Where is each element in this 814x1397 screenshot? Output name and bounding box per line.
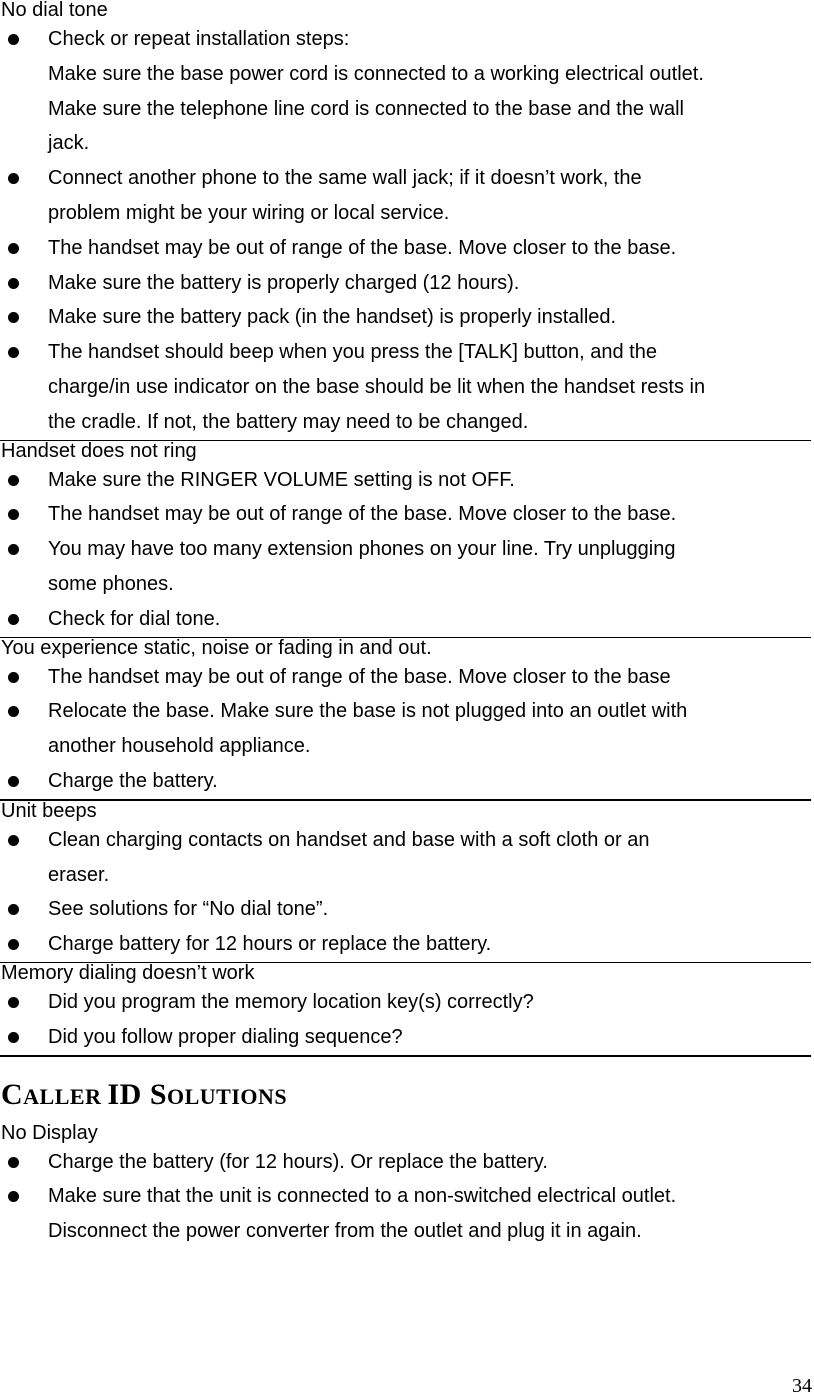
bullet-text-line: eraser.: [48, 863, 110, 886]
bullet-text-line: Check for dial tone.: [48, 607, 221, 630]
bullet-icon: [8, 312, 19, 323]
caller-id-sections: [0, 1121, 814, 1249]
bullet-icon: [8, 997, 19, 1008]
bullet-icon: [8, 173, 19, 184]
section-heading: Unit beeps: [1, 799, 97, 822]
section-heading: You experience static, noise or fading in and out.: [1, 636, 432, 659]
bullet-item: [0, 1145, 814, 1180]
bullet-item: [0, 660, 814, 695]
bullet-text-line: The handset may be out of range of the base. Move closer to the base.: [48, 236, 677, 259]
bullet-icon: [8, 904, 19, 915]
bullet-item: [0, 892, 814, 927]
bullet-text-line: Charge battery for 12 hours or replace the battery.: [48, 933, 492, 956]
bullet-icon: [8, 939, 19, 950]
bullet-item: [0, 1020, 814, 1055]
bullet-text-line: problem might be your wiring or local service.: [48, 201, 450, 224]
bullet-text-line: The handset may be out of range of the base. Move closer to the base.: [48, 503, 677, 526]
bullet-icon: [8, 347, 19, 358]
bullet-text-line: some phones.: [48, 572, 174, 595]
bullet-text-line: You may have too many extension phones on your line. Try unplugging: [48, 538, 676, 561]
bullet-text-line: The handset may be out of range of the base. Move closer to the base: [48, 665, 671, 688]
page-number: 34: [792, 1375, 812, 1397]
bullet-icon: [8, 544, 19, 555]
bullet-item: [0, 602, 814, 637]
bullet-icon: [8, 278, 19, 289]
troubleshooting-section: [0, 636, 814, 801]
bullet-item: [0, 22, 814, 161]
troubleshooting-section: [0, 961, 814, 1057]
bullet-item: [0, 300, 814, 335]
bullet-item: [0, 231, 814, 266]
bullet-text-line: Check or repeat installation steps:: [48, 28, 350, 50]
caller-id-solutions-title: CALLER ID SOLUTIONS: [1, 1077, 288, 1111]
troubleshooting-section: [0, 439, 814, 638]
section-heading: No Display: [1, 1121, 98, 1144]
section-heading: No dial tone: [1, 0, 108, 21]
bullet-text-line: See solutions for “No dial tone”.: [48, 898, 329, 921]
bullet-text-line: Make sure the telephone line cord is connected to the base and the wall: [48, 97, 684, 120]
bullet-icon: [8, 243, 19, 254]
bullet-icon: [8, 614, 19, 625]
troubleshooting-section: [0, 799, 814, 963]
bullet-icon: [8, 34, 19, 45]
troubleshooting-section: [0, 1121, 814, 1249]
troubleshooting-section: [0, 0, 814, 441]
bullet-text-line: another household appliance.: [48, 735, 311, 758]
bullet-text-line: Did you program the memory location key(s) correctly?: [48, 990, 534, 1013]
bullet-text-line: Disconnect the power converter from the outlet and plug it in again.: [48, 1220, 642, 1243]
bullet-item: [0, 823, 814, 893]
section-heading: Memory dialing doesn’t work: [1, 961, 255, 984]
bullet-text-line: Connect another phone to the same wall jack; if it doesn’t work, the: [48, 167, 642, 190]
bullet-text-line: the cradle. If not, the battery may need to be changed.: [48, 410, 529, 433]
bullet-text-line: Make sure that the unit is connected to a non-switched electrical outlet.: [48, 1185, 677, 1208]
bullet-item: [0, 266, 814, 301]
bullet-text-line: Make sure the battery is properly charged (12 hours).: [48, 271, 520, 294]
bullet-text-line: Clean charging contacts on handset and base with a soft cloth or an: [48, 828, 650, 851]
bullet-item: [0, 161, 814, 231]
bullet-icon: [8, 475, 19, 486]
bullet-icon: [8, 1191, 19, 1202]
bullet-text-line: Charge the battery (for 12 hours). Or replace the battery.: [48, 1150, 548, 1173]
bullet-item: [0, 497, 814, 532]
bullet-item: [0, 463, 814, 498]
bullet-item: [0, 985, 814, 1020]
bullet-item: [0, 764, 814, 799]
bullet-text-line: The handset should beep when you press the [TALK] button, and the: [48, 341, 657, 364]
bullet-icon: [8, 1157, 19, 1168]
section-heading: Handset does not ring: [1, 439, 197, 462]
bullet-item: [0, 1179, 814, 1249]
bullet-text-line: Relocate the base. Make sure the base is not plugged into an outlet with: [48, 700, 688, 723]
bullet-text-line: Make sure the RINGER VOLUME setting is not OFF.: [48, 468, 515, 491]
bullet-icon: [8, 672, 19, 683]
bullet-text-line: Make sure the battery pack (in the handset) is properly installed.: [48, 306, 617, 329]
bullet-text-line: Did you follow proper dialing sequence?: [48, 1025, 403, 1048]
section-divider: [0, 1055, 811, 1057]
bullet-text-line: Charge the battery.: [48, 769, 218, 792]
bullet-text-line: charge/in use indicator on the base should be lit when the handset rests in: [48, 375, 706, 398]
bullet-item: [0, 335, 814, 439]
bullet-item: [0, 694, 814, 764]
bullet-item: [0, 927, 814, 962]
bullet-icon: [8, 1032, 19, 1043]
bullet-icon: [8, 835, 19, 846]
bullet-icon: [8, 776, 19, 787]
bullet-item: [0, 532, 814, 602]
bullet-icon: [8, 509, 19, 520]
bullet-text-line: jack.: [48, 132, 90, 155]
bullet-icon: [8, 706, 19, 717]
bullet-text-line: Make sure the base power cord is connected to a working electrical outlet.: [48, 62, 704, 85]
